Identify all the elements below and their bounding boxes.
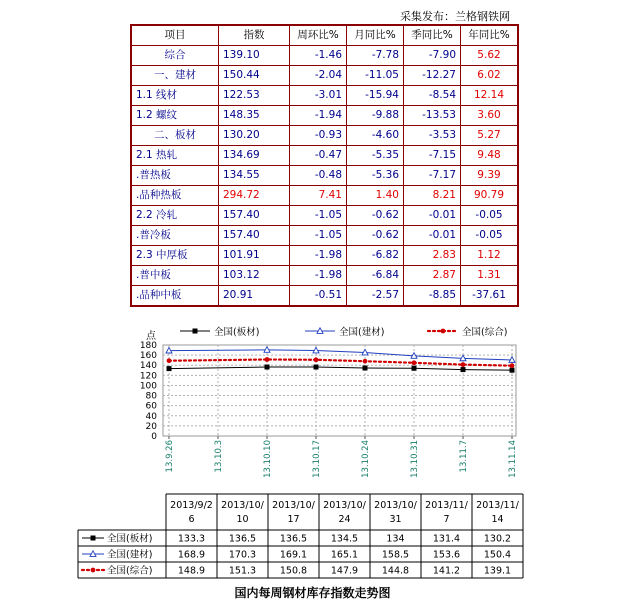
table-header-cell: 月同比% [347, 25, 404, 46]
table-value: 153.6 [432, 549, 461, 561]
table-value-cell: -8.54 [404, 86, 461, 106]
x-tick-label: 13.10.31 [410, 440, 420, 478]
table-value-cell: 134.55 [219, 166, 290, 186]
table-value-cell: -7.78 [347, 46, 404, 66]
table-value-cell: 148.35 [219, 106, 290, 126]
table-value-cell: -12.27 [404, 66, 461, 86]
series-point [412, 366, 417, 371]
x-tick-label: 13.9.26 [165, 440, 175, 473]
table-date-header: 2013/10/ [272, 500, 315, 511]
table-value: 158.5 [381, 549, 410, 561]
table-header-cell: 项目 [131, 25, 219, 46]
table-value: 169.1 [279, 549, 308, 561]
table-legend-marker [91, 568, 96, 573]
table-value-cell: 1.12 [461, 246, 519, 266]
table-value: 131.4 [432, 533, 461, 545]
chart-title: 国内每周钢材库存指数走势图 [234, 586, 391, 600]
table-value-cell: 90.79 [461, 186, 519, 206]
table-value-cell: -7.15 [404, 146, 461, 166]
table-value: 130.2 [483, 533, 512, 545]
table-value-cell: -0.48 [290, 166, 347, 186]
table-value-cell: -9.88 [347, 106, 404, 126]
table-value: 136.5 [228, 533, 257, 545]
table-item-cell: 1.2 螺纹 [131, 106, 219, 126]
series-point [461, 367, 466, 372]
x-tick-label: 13.11.7 [459, 440, 469, 473]
table-item-cell: 一、建材 [131, 66, 219, 86]
table-date-header: 6 [188, 514, 195, 525]
series-point [265, 364, 270, 369]
table-value-cell: -0.05 [461, 206, 519, 226]
table-value-cell: 1.31 [461, 266, 519, 286]
legend-marker [441, 329, 446, 334]
table-value: 139.1 [483, 565, 512, 577]
table-series-label: 全国(板材) [107, 533, 153, 545]
table-date-header: 2013/10/ [323, 500, 366, 511]
table-value-cell: -0.62 [347, 226, 404, 246]
table-value-cell: -2.57 [347, 286, 404, 307]
table-value-cell: 1.40 [347, 186, 404, 206]
table-value-cell: 8.21 [404, 186, 461, 206]
table-value-cell: 9.48 [461, 146, 519, 166]
y-axis-label: 点 [146, 331, 156, 342]
table-item-cell: .普热板 [131, 166, 219, 186]
table-value-cell: -13.53 [404, 106, 461, 126]
series-point [265, 357, 270, 362]
table-value-cell: 6.02 [461, 66, 519, 86]
x-tick-label: 13.10.3 [214, 440, 224, 473]
table-value-cell: 101.91 [219, 246, 290, 266]
y-tick-label: 80 [145, 391, 157, 402]
table-item-cell: 综合 [131, 46, 219, 66]
series-point [510, 363, 515, 368]
table-value-cell: -0.62 [347, 206, 404, 226]
table-value-cell: -0.93 [290, 126, 347, 146]
table-value-cell: -4.60 [347, 126, 404, 146]
series-point [167, 358, 172, 363]
table-value-cell: 130.20 [219, 126, 290, 146]
table-value-cell: -37.61 [461, 286, 519, 307]
table-value-cell: 122.53 [219, 86, 290, 106]
table-date-header: 31 [389, 514, 402, 525]
table-series-label: 全国(建材) [107, 549, 153, 561]
series-point [510, 368, 515, 373]
y-tick-label: 180 [139, 341, 157, 351]
table-value: 151.3 [228, 565, 257, 577]
table-value-cell: -2.04 [290, 66, 347, 86]
table-item-cell: 2.3 中厚板 [131, 246, 219, 266]
table-value-cell: 20.91 [219, 286, 290, 307]
table-value-cell: 157.40 [219, 226, 290, 246]
table-value-cell: 9.39 [461, 166, 519, 186]
table-value-cell: -0.01 [404, 206, 461, 226]
table-value-cell: -3.53 [404, 126, 461, 146]
table-date-header: 10 [236, 514, 249, 525]
table-item-cell: 1.1 线材 [131, 86, 219, 106]
x-tick-label: 13.10.10 [263, 440, 273, 478]
table-value-cell: 294.72 [219, 186, 290, 206]
table-value-cell: 3.60 [461, 106, 519, 126]
table-value: 134.5 [330, 533, 359, 545]
table-value-cell: -11.05 [347, 66, 404, 86]
table-value-cell: -3.01 [290, 86, 347, 106]
table-value: 147.9 [330, 565, 359, 577]
series-point [412, 360, 417, 365]
table-value: 170.3 [228, 549, 257, 561]
table-value-cell: -1.94 [290, 106, 347, 126]
table-value-cell: 150.44 [219, 66, 290, 86]
series-point [363, 366, 368, 371]
table-value-cell: 12.14 [461, 86, 519, 106]
x-tick-label: 13.11.14 [508, 440, 518, 478]
table-value-cell: 2.83 [404, 246, 461, 266]
table-value-cell: 5.62 [461, 46, 519, 66]
table-value: 165.1 [330, 549, 359, 561]
table-value-cell: 134.69 [219, 146, 290, 166]
x-tick-label: 13.10.24 [361, 440, 371, 478]
table-value-cell: -7.17 [404, 166, 461, 186]
table-value: 133.3 [177, 533, 206, 545]
table-value-cell: -15.94 [347, 86, 404, 106]
table-legend-marker [91, 536, 96, 541]
legend-label: 全国(综合) [462, 327, 508, 338]
table-value-cell: -5.35 [347, 146, 404, 166]
table-item-cell: .品种热板 [131, 186, 219, 206]
y-tick-label: 40 [145, 411, 157, 422]
x-tick-label: 13.10.17 [312, 440, 322, 478]
table-value-cell: 5.27 [461, 126, 519, 146]
table-header-cell: 指数 [219, 25, 290, 46]
series-point [314, 357, 319, 362]
table-date-header: 7 [443, 514, 450, 525]
table-value: 148.9 [177, 565, 206, 577]
table-series-label: 全国(综合) [107, 565, 153, 577]
table-value: 144.8 [381, 565, 410, 577]
table-value-cell: -7.90 [404, 46, 461, 66]
y-tick-label: 160 [139, 351, 157, 362]
table-value-cell: -1.46 [290, 46, 347, 66]
legend-marker [193, 329, 198, 334]
table-value-cell: -1.05 [290, 226, 347, 246]
legend-label: 全国(板材) [214, 327, 260, 338]
table-value: 134 [386, 533, 405, 545]
table-date-header: 2013/10/ [221, 500, 264, 511]
table-value-cell: 2.87 [404, 266, 461, 286]
y-tick-label: 20 [145, 421, 157, 432]
table-header-cell: 年同比% [461, 25, 519, 46]
table-value-cell: 7.41 [290, 186, 347, 206]
table-value-cell: -1.05 [290, 206, 347, 226]
table-value-cell: -5.36 [347, 166, 404, 186]
table-item-cell: .普中板 [131, 266, 219, 286]
series-point [167, 366, 172, 371]
table-value: 136.5 [279, 533, 308, 545]
y-tick-label: 60 [145, 401, 157, 412]
table-value-cell: 157.40 [219, 206, 290, 226]
table-value-cell: -1.98 [290, 266, 347, 286]
table-date-header: 2013/11/ [425, 500, 468, 511]
table-value: 150.4 [483, 549, 512, 561]
table-value-cell: -8.85 [404, 286, 461, 307]
table-item-cell: .普冷板 [131, 226, 219, 246]
table-date-header: 2013/9/2 [170, 500, 213, 511]
y-tick-label: 100 [139, 381, 157, 392]
table-value: 150.8 [279, 565, 308, 577]
table-date-header: 2013/10/ [374, 500, 417, 511]
source-label: 采集发布：兰格钢铁网 [400, 10, 510, 23]
y-tick-label: 140 [139, 361, 157, 372]
table-value: 141.2 [432, 565, 461, 577]
table-value: 168.9 [177, 549, 206, 561]
table-date-header: 24 [338, 514, 351, 525]
table-item-cell: 2.1 热轧 [131, 146, 219, 166]
y-tick-label: 120 [139, 371, 157, 382]
table-value-cell: -6.82 [347, 246, 404, 266]
series-point [363, 359, 368, 364]
table-value-cell: -1.98 [290, 246, 347, 266]
table-item-cell: .品种中板 [131, 286, 219, 307]
table-header-cell: 季同比% [404, 25, 461, 46]
table-date-header: 17 [287, 514, 300, 525]
legend-label: 全国(建材) [339, 327, 385, 338]
table-header-cell: 周环比% [290, 25, 347, 46]
table-value-cell: 103.12 [219, 266, 290, 286]
series-point [461, 362, 466, 367]
table-item-cell: 2.2 冷轧 [131, 206, 219, 226]
table-value-cell: -6.84 [347, 266, 404, 286]
table-value-cell: -0.47 [290, 146, 347, 166]
table-date-header: 14 [491, 514, 504, 525]
table-date-header: 2013/11/ [476, 500, 519, 511]
table-value-cell: -0.05 [461, 226, 519, 246]
series-point [314, 364, 319, 369]
y-tick-label: 0 [151, 432, 157, 442]
table-item-cell: 二、板材 [131, 126, 219, 146]
table-value-cell: -0.01 [404, 226, 461, 246]
table-value-cell: -0.51 [290, 286, 347, 307]
table-value-cell: 139.10 [219, 46, 290, 66]
